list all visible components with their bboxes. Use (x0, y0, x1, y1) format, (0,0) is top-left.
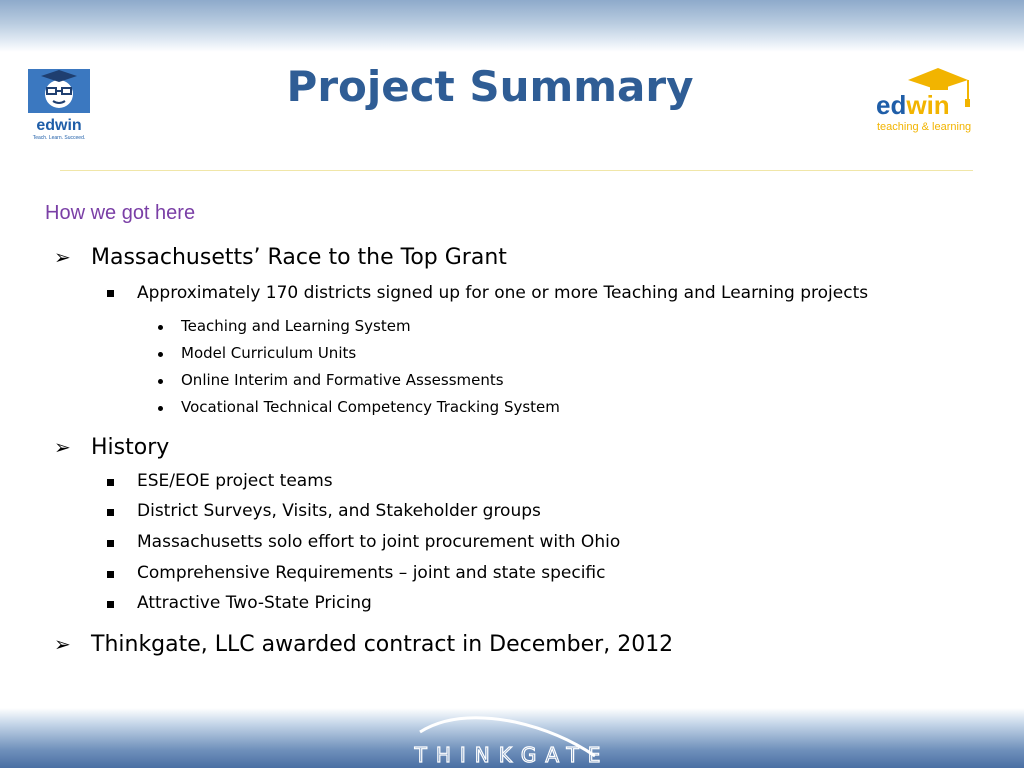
thinkgate-logo (345, 712, 680, 768)
arrow-bullet-icon: ➢ (54, 247, 71, 269)
dot-bullet-icon (158, 325, 163, 330)
right-logo-win: win (906, 90, 950, 120)
dot-bullet-icon (158, 406, 163, 411)
bullet-level2: Approximately 170 districts signed up for one or more Teaching and Learning projects (137, 283, 869, 303)
square-bullet-icon (107, 571, 114, 578)
edwin-teaching-learning-logo (874, 66, 984, 136)
page-title: Project Summary (286, 62, 694, 111)
svg-text:edwin (876, 90, 950, 120)
footer-logo-text: THINKGATE (414, 743, 610, 767)
bullet-level1: Thinkgate, LLC awarded contract in December, 2012 (91, 632, 674, 657)
bullet-level2: Attractive Two-State Pricing (137, 593, 372, 613)
left-logo-text: edwin (36, 117, 82, 134)
square-bullet-icon (107, 479, 114, 486)
bullet-level2: Comprehensive Requirements – joint and state specific (137, 563, 606, 583)
header-band (0, 0, 1024, 52)
right-logo-tagline: teaching & learning (877, 121, 972, 133)
bullet-level3: Teaching and Learning System (181, 317, 411, 335)
square-bullet-icon (107, 509, 114, 516)
right-logo-ed: ed (876, 90, 907, 120)
bullet-level3: Vocational Technical Competency Tracking System (181, 398, 560, 416)
bullet-level2: ESE/EOE project teams (137, 471, 333, 491)
square-bullet-icon (107, 540, 114, 547)
dot-bullet-icon (158, 352, 163, 357)
arrow-bullet-icon: ➢ (54, 634, 71, 656)
bullet-level1: Massachusetts’ Race to the Top Grant (91, 245, 507, 270)
bullet-level1: History (91, 435, 170, 460)
bullet-level2: District Surveys, Visits, and Stakeholder groups (137, 501, 541, 521)
square-bullet-icon (107, 601, 114, 608)
title-divider (60, 170, 973, 171)
dot-bullet-icon (158, 379, 163, 384)
arrow-bullet-icon: ➢ (54, 437, 71, 459)
bullet-level3: Model Curriculum Units (181, 344, 357, 362)
bullet-level3: Online Interim and Formative Assessments (181, 371, 504, 389)
subheading: How we got here (45, 202, 196, 224)
square-bullet-icon (107, 290, 114, 297)
left-logo-tagline: Teach. Learn. Succeed. (32, 135, 86, 141)
bullet-level2: Massachusetts solo effort to joint procurement with Ohio (137, 532, 621, 552)
